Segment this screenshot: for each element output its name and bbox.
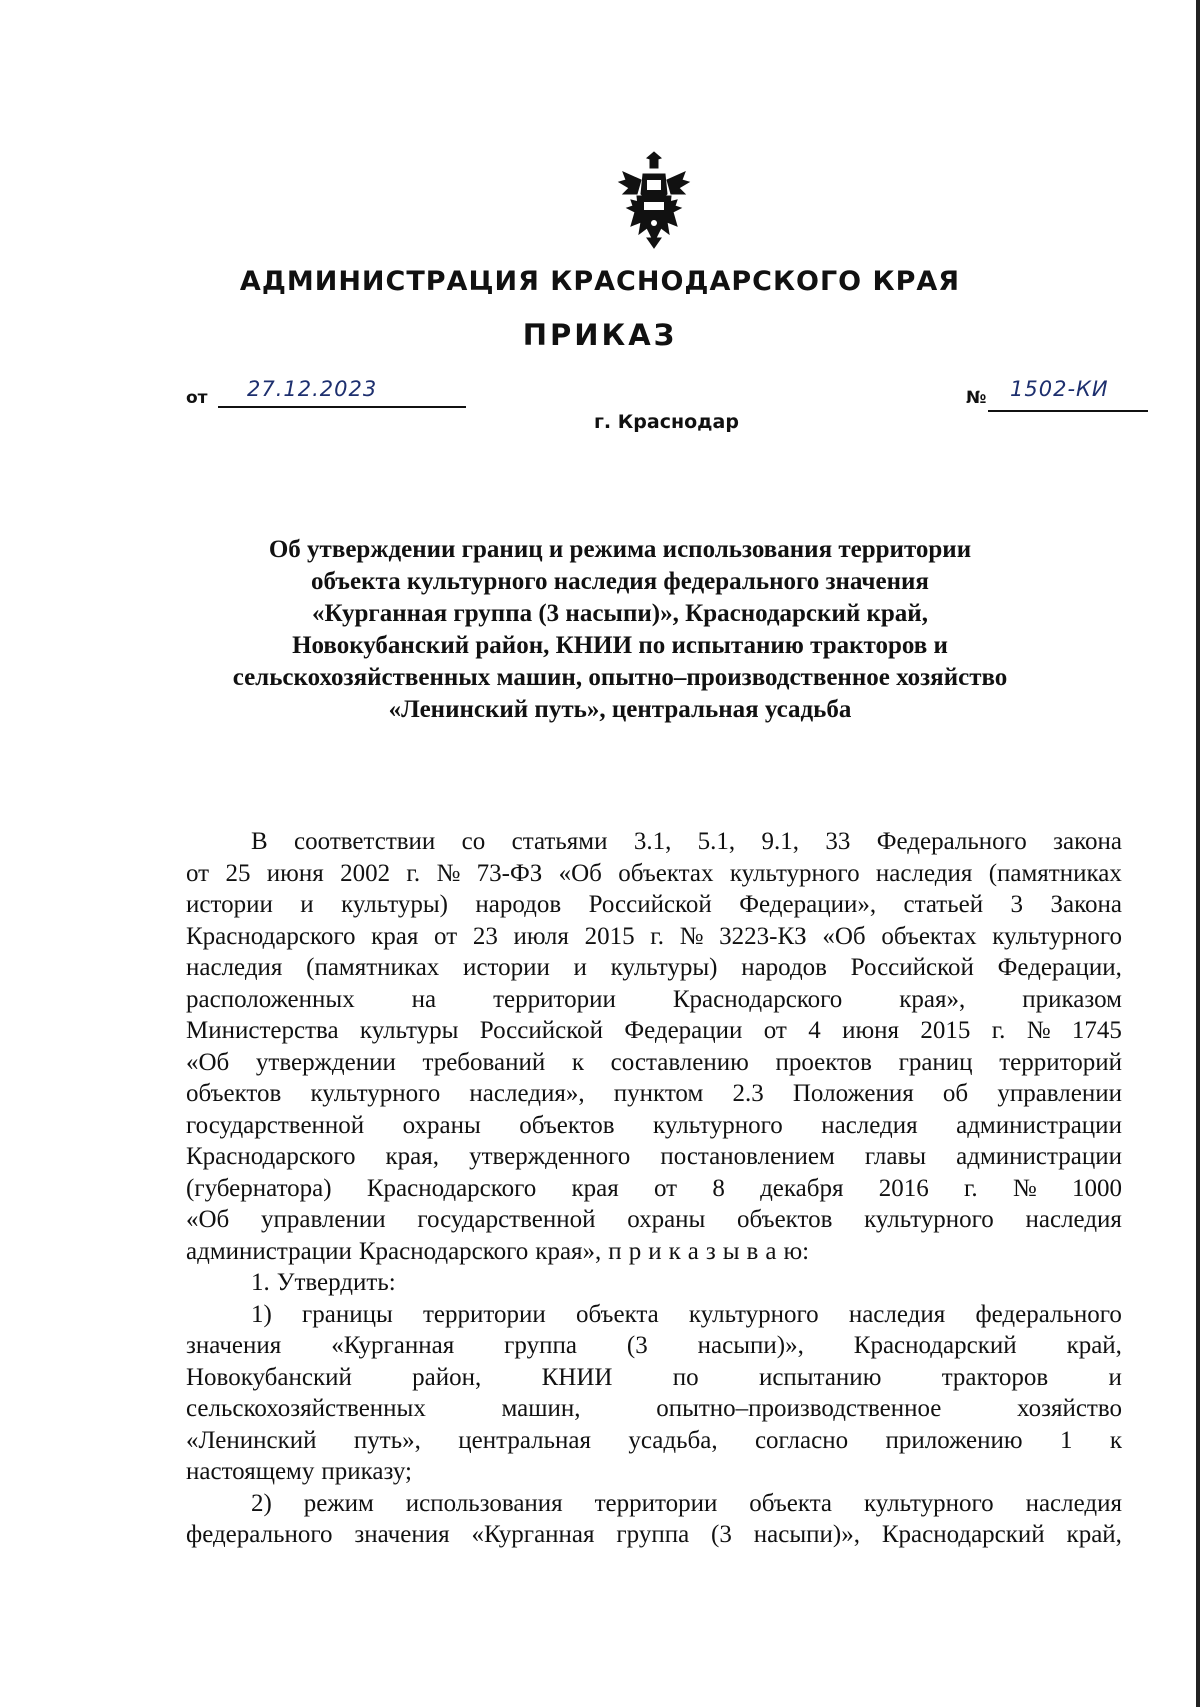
subject-line: объекта культурного наследия федерального значения <box>311 568 929 595</box>
scan-edge <box>1196 0 1200 1707</box>
body-line: 1) границы территории объекта культурного наследия федерального <box>251 1300 1122 1328</box>
date-underline <box>218 406 466 408</box>
body-line: 2) режим использования территории объекта культурного наследия <box>251 1489 1122 1517</box>
date-prefix: от <box>186 388 208 408</box>
subject-line: Новокубанский район, КНИИ по испытанию тракторов и <box>292 632 948 659</box>
body-line: объектов культурного наследия», пунктом 2.3 Положения об управлении <box>186 1080 1122 1107</box>
body-line: Министерства культуры Российской Федерации от 4 июня 2015 г. № 1745 <box>186 1017 1122 1044</box>
subject-line: «Ленинский путь», центральная усадьба <box>388 696 852 723</box>
body-line: значения «Курганная группа (3 насыпи)», Краснодарский край, <box>186 1332 1122 1359</box>
body-line: настоящему приказу; <box>186 1458 412 1485</box>
body-line: Новокубанский район, КНИИ по испытанию тракторов и <box>186 1363 1122 1391</box>
body-line: 1. Утвердить: <box>251 1269 396 1296</box>
body-line: Краснодарского края от 23 июля 2015 г. № 3223-КЗ «Об объектах культурного <box>186 922 1122 950</box>
subject-line: сельскохозяйственных машин, опытно–производственное хозяйство <box>232 664 1008 691</box>
body-line: государственной охраны объектов культурного наследия администрации <box>186 1111 1122 1139</box>
body-line: расположенных на территории Краснодарского края», приказом <box>186 985 1122 1013</box>
body-line: «Об управлении государственной охраны объектов культурного наследия <box>186 1206 1122 1233</box>
body-line: администрации Краснодарского края», п р и к а з ы в а ю: <box>186 1237 810 1265</box>
body-line: от 25 июня 2002 г. № 73-ФЗ «Об объектах культурного наследия (памятниках <box>186 859 1122 887</box>
body-line: наследия (памятниках истории и культуры) народов Российской Федерации, <box>186 954 1122 981</box>
city: г. Краснодар <box>594 411 739 433</box>
document-subject <box>180 534 1060 726</box>
body-line: (губернатора) Краснодарского края от 8 декабря 2016 г. № 1000 <box>186 1174 1122 1202</box>
organization-name: АДМИНИСТРАЦИЯ КРАСНОДАРСКОГО КРАЯ <box>239 266 961 297</box>
coat-of-arms-icon <box>617 150 691 250</box>
body-line: Краснодарского края, утвержденного постановлением главы администрации <box>186 1143 1122 1170</box>
date-handwritten: 27.12.2023 <box>247 377 378 401</box>
number-prefix: № <box>966 388 987 408</box>
document-type: ПРИКАЗ <box>522 318 678 352</box>
body-line: «Об утверждении требований к составлению проектов границ территорий <box>186 1048 1122 1076</box>
subject-line: «Курганная группа (3 насыпи)», Краснодарский край, <box>312 600 928 627</box>
body-line: «Ленинский путь», центральная усадьба, согласно приложению 1 к <box>186 1426 1122 1454</box>
body-line: истории и культуры) народов Российской Федерации», статьей 3 Закона <box>186 891 1122 918</box>
document-body <box>186 826 1122 1551</box>
body-line: сельскохозяйственных машин, опытно–производственное хозяйство <box>186 1395 1122 1422</box>
subject-line: Об утверждении границ и режима использования территории <box>268 536 972 563</box>
number-underline <box>988 410 1148 412</box>
number-handwritten: 1502-КИ <box>1010 377 1109 401</box>
body-line: федерального значения «Курганная группа (3 насыпи)», Краснодарский край, <box>186 1521 1122 1548</box>
body-line: В соответствии со статьями 3.1, 5.1, 9.1, 33 Федерального закона <box>251 828 1122 855</box>
